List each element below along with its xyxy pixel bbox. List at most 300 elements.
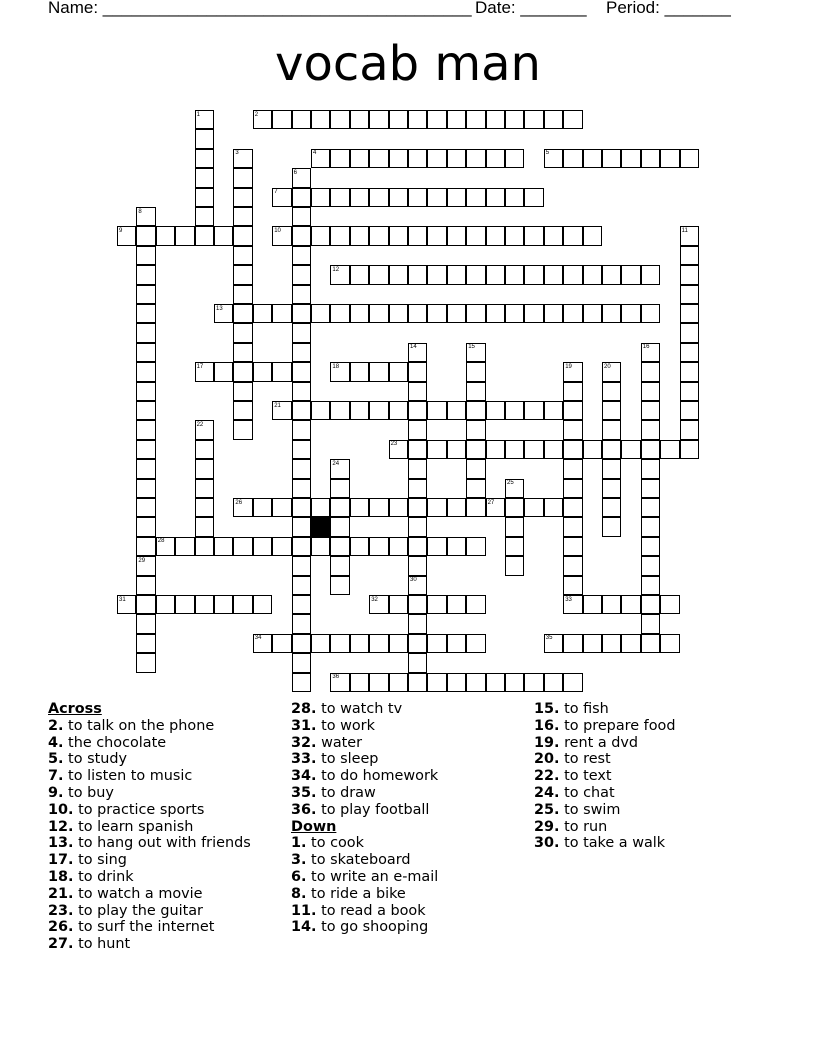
grid-cell[interactable] xyxy=(486,188,505,207)
grid-cell[interactable] xyxy=(233,537,252,556)
grid-cell[interactable] xyxy=(680,323,699,342)
grid-cell[interactable] xyxy=(486,110,505,129)
grid-cell[interactable] xyxy=(524,226,543,245)
grid-cell[interactable] xyxy=(369,188,388,207)
grid-cell[interactable] xyxy=(330,556,349,575)
grid-cell[interactable] xyxy=(641,537,660,556)
grid-cell[interactable] xyxy=(466,479,485,498)
grid-cell[interactable] xyxy=(447,595,466,614)
grid-cell[interactable] xyxy=(427,537,446,556)
grid-cell[interactable] xyxy=(233,401,252,420)
grid-cell[interactable] xyxy=(233,265,252,284)
grid-cell[interactable] xyxy=(272,498,291,517)
grid-cell[interactable] xyxy=(486,304,505,323)
grid-cell[interactable] xyxy=(602,517,621,536)
grid-cell[interactable] xyxy=(486,149,505,168)
grid-cell[interactable] xyxy=(175,595,194,614)
grid-cell[interactable] xyxy=(641,517,660,536)
grid-cell[interactable] xyxy=(195,149,214,168)
grid-cell[interactable] xyxy=(583,265,602,284)
grid-cell[interactable] xyxy=(136,285,155,304)
grid-cell[interactable] xyxy=(408,401,427,420)
grid-cell[interactable] xyxy=(621,149,640,168)
grid-cell[interactable] xyxy=(524,304,543,323)
grid-cell[interactable] xyxy=(233,362,252,381)
grid-cell[interactable] xyxy=(330,479,349,498)
grid-cell[interactable] xyxy=(447,634,466,653)
grid-cell[interactable] xyxy=(641,634,660,653)
grid-cell[interactable] xyxy=(136,634,155,653)
grid-cell[interactable] xyxy=(389,188,408,207)
grid-cell[interactable] xyxy=(389,634,408,653)
grid-cell[interactable] xyxy=(214,226,233,245)
grid-cell[interactable] xyxy=(563,149,582,168)
grid-cell[interactable] xyxy=(292,226,311,245)
grid-cell[interactable] xyxy=(447,149,466,168)
grid-cell[interactable] xyxy=(195,226,214,245)
grid-cell[interactable] xyxy=(583,226,602,245)
period-field[interactable]: Period: _______ xyxy=(606,0,731,17)
grid-cell[interactable] xyxy=(505,265,524,284)
grid-cell[interactable] xyxy=(330,634,349,653)
grid-cell[interactable] xyxy=(427,226,446,245)
grid-cell[interactable] xyxy=(330,149,349,168)
grid-cell[interactable] xyxy=(292,362,311,381)
grid-cell[interactable] xyxy=(408,595,427,614)
grid-cell[interactable] xyxy=(563,673,582,692)
grid-cell[interactable] xyxy=(447,188,466,207)
grid-cell[interactable] xyxy=(602,498,621,517)
grid-cell[interactable] xyxy=(505,226,524,245)
grid-cell[interactable] xyxy=(505,673,524,692)
grid-cell[interactable] xyxy=(563,634,582,653)
grid-cell[interactable] xyxy=(505,498,524,517)
grid-cell[interactable] xyxy=(292,634,311,653)
grid-cell[interactable] xyxy=(641,304,660,323)
date-field[interactable]: Date: _______ xyxy=(475,0,587,17)
grid-cell[interactable] xyxy=(136,576,155,595)
grid-cell[interactable] xyxy=(233,168,252,187)
grid-cell[interactable] xyxy=(641,149,660,168)
grid-cell[interactable] xyxy=(350,149,369,168)
grid-cell[interactable] xyxy=(583,149,602,168)
grid-cell[interactable] xyxy=(330,226,349,245)
grid-cell[interactable] xyxy=(427,265,446,284)
grid-cell[interactable] xyxy=(427,188,446,207)
grid-cell[interactable] xyxy=(466,362,485,381)
grid-cell[interactable] xyxy=(369,149,388,168)
grid-cell[interactable] xyxy=(156,595,175,614)
grid-cell[interactable] xyxy=(136,323,155,342)
grid-cell[interactable] xyxy=(544,440,563,459)
grid-cell[interactable] xyxy=(175,226,194,245)
grid-cell[interactable] xyxy=(195,207,214,226)
grid-cell[interactable] xyxy=(641,479,660,498)
grid-cell[interactable] xyxy=(505,149,524,168)
grid-cell[interactable] xyxy=(427,595,446,614)
grid-cell[interactable] xyxy=(680,149,699,168)
grid-cell[interactable] xyxy=(369,226,388,245)
grid-cell[interactable] xyxy=(136,459,155,478)
grid-cell[interactable] xyxy=(602,149,621,168)
grid-cell[interactable] xyxy=(311,188,330,207)
grid-cell[interactable] xyxy=(292,304,311,323)
grid-cell[interactable] xyxy=(350,110,369,129)
grid-cell[interactable] xyxy=(292,498,311,517)
grid-cell[interactable] xyxy=(641,382,660,401)
grid-cell[interactable] xyxy=(466,226,485,245)
grid-cell[interactable] xyxy=(136,595,155,614)
grid-cell[interactable] xyxy=(311,498,330,517)
grid-cell[interactable] xyxy=(466,149,485,168)
grid-cell[interactable] xyxy=(292,188,311,207)
grid-cell[interactable] xyxy=(253,362,272,381)
grid-cell[interactable] xyxy=(389,149,408,168)
grid-cell[interactable] xyxy=(427,304,446,323)
grid-cell[interactable] xyxy=(408,110,427,129)
grid-cell[interactable] xyxy=(563,110,582,129)
grid-cell[interactable] xyxy=(641,420,660,439)
grid-cell[interactable] xyxy=(136,440,155,459)
grid-cell[interactable] xyxy=(680,343,699,362)
grid-cell[interactable] xyxy=(389,673,408,692)
grid-cell[interactable] xyxy=(641,595,660,614)
grid-cell[interactable] xyxy=(524,498,543,517)
grid-cell[interactable] xyxy=(602,265,621,284)
grid-cell[interactable] xyxy=(136,498,155,517)
grid-cell[interactable] xyxy=(563,420,582,439)
grid-cell[interactable] xyxy=(369,537,388,556)
grid-cell[interactable] xyxy=(583,440,602,459)
grid-cell[interactable] xyxy=(408,362,427,381)
grid-cell[interactable] xyxy=(563,440,582,459)
grid-cell[interactable] xyxy=(486,673,505,692)
grid-cell[interactable] xyxy=(292,673,311,692)
grid-cell[interactable] xyxy=(680,440,699,459)
grid-cell[interactable] xyxy=(330,498,349,517)
grid-cell[interactable] xyxy=(466,634,485,653)
grid-cell[interactable] xyxy=(253,537,272,556)
grid-cell[interactable] xyxy=(544,498,563,517)
grid-cell[interactable] xyxy=(389,110,408,129)
grid-cell[interactable] xyxy=(447,401,466,420)
grid-cell[interactable] xyxy=(408,440,427,459)
grid-cell[interactable] xyxy=(350,673,369,692)
grid-cell[interactable] xyxy=(641,576,660,595)
grid-cell[interactable] xyxy=(408,498,427,517)
grid-cell[interactable] xyxy=(195,479,214,498)
grid-cell[interactable] xyxy=(136,304,155,323)
grid-cell[interactable] xyxy=(505,517,524,536)
grid-cell[interactable] xyxy=(350,537,369,556)
grid-cell[interactable] xyxy=(680,265,699,284)
grid-cell[interactable] xyxy=(408,459,427,478)
grid-cell[interactable] xyxy=(214,362,233,381)
grid-cell[interactable] xyxy=(311,401,330,420)
grid-cell[interactable] xyxy=(408,517,427,536)
grid-cell[interactable] xyxy=(136,517,155,536)
grid-cell[interactable] xyxy=(292,653,311,672)
grid-cell[interactable] xyxy=(369,265,388,284)
grid-cell[interactable] xyxy=(466,595,485,614)
grid-cell[interactable] xyxy=(195,595,214,614)
grid-cell[interactable] xyxy=(292,401,311,420)
grid-cell[interactable] xyxy=(505,556,524,575)
grid-cell[interactable] xyxy=(195,168,214,187)
grid-cell[interactable] xyxy=(641,440,660,459)
grid-cell[interactable] xyxy=(660,595,679,614)
grid-cell[interactable] xyxy=(214,537,233,556)
grid-cell[interactable] xyxy=(524,440,543,459)
grid-cell[interactable] xyxy=(524,673,543,692)
grid-cell[interactable] xyxy=(311,226,330,245)
grid-cell[interactable] xyxy=(466,673,485,692)
grid-cell[interactable] xyxy=(195,459,214,478)
grid-cell[interactable] xyxy=(292,576,311,595)
grid-cell[interactable] xyxy=(233,246,252,265)
grid-cell[interactable] xyxy=(621,440,640,459)
grid-cell[interactable] xyxy=(641,498,660,517)
grid-cell[interactable] xyxy=(641,362,660,381)
grid-cell[interactable] xyxy=(233,323,252,342)
grid-cell[interactable] xyxy=(602,595,621,614)
grid-cell[interactable] xyxy=(195,440,214,459)
grid-cell[interactable] xyxy=(563,556,582,575)
grid-cell[interactable] xyxy=(136,653,155,672)
grid-cell[interactable] xyxy=(369,673,388,692)
grid-cell[interactable] xyxy=(408,479,427,498)
grid-cell[interactable] xyxy=(602,459,621,478)
grid-cell[interactable] xyxy=(350,401,369,420)
grid-cell[interactable] xyxy=(272,537,291,556)
grid-cell[interactable] xyxy=(136,362,155,381)
grid-cell[interactable] xyxy=(505,304,524,323)
grid-cell[interactable] xyxy=(563,576,582,595)
grid-cell[interactable] xyxy=(350,634,369,653)
grid-cell[interactable] xyxy=(253,595,272,614)
grid-cell[interactable] xyxy=(369,498,388,517)
grid-cell[interactable] xyxy=(466,304,485,323)
grid-cell[interactable] xyxy=(369,634,388,653)
grid-cell[interactable] xyxy=(563,479,582,498)
grid-cell[interactable] xyxy=(524,401,543,420)
grid-cell[interactable] xyxy=(272,634,291,653)
grid-cell[interactable] xyxy=(330,517,349,536)
grid-cell[interactable] xyxy=(408,537,427,556)
grid-cell[interactable] xyxy=(195,188,214,207)
grid-cell[interactable] xyxy=(389,401,408,420)
grid-cell[interactable] xyxy=(524,188,543,207)
grid-cell[interactable] xyxy=(544,265,563,284)
grid-cell[interactable] xyxy=(621,265,640,284)
grid-cell[interactable] xyxy=(389,362,408,381)
grid-cell[interactable] xyxy=(408,634,427,653)
grid-cell[interactable] xyxy=(350,498,369,517)
grid-cell[interactable] xyxy=(311,304,330,323)
grid-cell[interactable] xyxy=(408,614,427,633)
grid-cell[interactable] xyxy=(486,440,505,459)
grid-cell[interactable] xyxy=(466,459,485,478)
grid-cell[interactable] xyxy=(563,459,582,478)
grid-cell[interactable] xyxy=(563,265,582,284)
grid-cell[interactable] xyxy=(466,420,485,439)
grid-cell[interactable] xyxy=(292,595,311,614)
grid-cell[interactable] xyxy=(389,226,408,245)
grid-cell[interactable] xyxy=(505,110,524,129)
grid-cell[interactable] xyxy=(486,265,505,284)
grid-cell[interactable] xyxy=(233,304,252,323)
grid-cell[interactable] xyxy=(505,401,524,420)
grid-cell[interactable] xyxy=(427,634,446,653)
grid-cell[interactable] xyxy=(427,498,446,517)
grid-cell[interactable] xyxy=(427,440,446,459)
grid-cell[interactable] xyxy=(292,246,311,265)
grid-cell[interactable] xyxy=(447,226,466,245)
grid-cell[interactable] xyxy=(233,382,252,401)
grid-cell[interactable] xyxy=(524,110,543,129)
grid-cell[interactable] xyxy=(544,226,563,245)
grid-cell[interactable] xyxy=(389,265,408,284)
grid-cell[interactable] xyxy=(195,537,214,556)
grid-cell[interactable] xyxy=(486,401,505,420)
grid-cell[interactable] xyxy=(563,498,582,517)
grid-cell[interactable] xyxy=(292,382,311,401)
grid-cell[interactable] xyxy=(583,304,602,323)
grid-cell[interactable] xyxy=(680,304,699,323)
grid-cell[interactable] xyxy=(292,265,311,284)
grid-cell[interactable] xyxy=(136,401,155,420)
grid-cell[interactable] xyxy=(272,304,291,323)
grid-cell[interactable] xyxy=(156,226,175,245)
grid-cell[interactable] xyxy=(602,634,621,653)
grid-cell[interactable] xyxy=(583,634,602,653)
grid-cell[interactable] xyxy=(544,673,563,692)
grid-cell[interactable] xyxy=(136,265,155,284)
grid-cell[interactable] xyxy=(350,362,369,381)
grid-cell[interactable] xyxy=(427,673,446,692)
grid-cell[interactable] xyxy=(602,401,621,420)
grid-cell[interactable] xyxy=(447,537,466,556)
grid-cell[interactable] xyxy=(447,304,466,323)
grid-cell[interactable] xyxy=(524,265,543,284)
grid-cell[interactable] xyxy=(408,556,427,575)
grid-cell[interactable] xyxy=(350,226,369,245)
grid-cell[interactable] xyxy=(292,556,311,575)
grid-cell[interactable] xyxy=(563,537,582,556)
grid-cell[interactable] xyxy=(389,537,408,556)
grid-cell[interactable] xyxy=(641,459,660,478)
grid-cell[interactable] xyxy=(272,110,291,129)
grid-cell[interactable] xyxy=(195,498,214,517)
grid-cell[interactable] xyxy=(544,304,563,323)
grid-cell[interactable] xyxy=(292,207,311,226)
grid-cell[interactable] xyxy=(641,614,660,633)
grid-cell[interactable] xyxy=(292,537,311,556)
grid-cell[interactable] xyxy=(447,673,466,692)
grid-cell[interactable] xyxy=(660,440,679,459)
grid-cell[interactable] xyxy=(195,517,214,536)
grid-cell[interactable] xyxy=(136,382,155,401)
grid-cell[interactable] xyxy=(408,304,427,323)
grid-cell[interactable] xyxy=(292,440,311,459)
grid-cell[interactable] xyxy=(408,382,427,401)
grid-cell[interactable] xyxy=(602,420,621,439)
grid-cell[interactable] xyxy=(292,110,311,129)
grid-cell[interactable] xyxy=(350,304,369,323)
grid-cell[interactable] xyxy=(583,595,602,614)
grid-cell[interactable] xyxy=(195,129,214,148)
grid-cell[interactable] xyxy=(563,382,582,401)
grid-cell[interactable] xyxy=(233,207,252,226)
grid-cell[interactable] xyxy=(563,226,582,245)
grid-cell[interactable] xyxy=(466,401,485,420)
grid-cell[interactable] xyxy=(136,537,155,556)
grid-cell[interactable] xyxy=(680,420,699,439)
grid-cell[interactable] xyxy=(272,362,291,381)
grid-cell[interactable] xyxy=(136,614,155,633)
grid-cell[interactable] xyxy=(466,498,485,517)
grid-cell[interactable] xyxy=(680,285,699,304)
grid-cell[interactable] xyxy=(253,498,272,517)
grid-cell[interactable] xyxy=(292,614,311,633)
grid-cell[interactable] xyxy=(621,595,640,614)
grid-cell[interactable] xyxy=(408,673,427,692)
grid-cell[interactable] xyxy=(408,149,427,168)
grid-cell[interactable] xyxy=(563,401,582,420)
grid-cell[interactable] xyxy=(389,498,408,517)
grid-cell[interactable] xyxy=(427,110,446,129)
grid-cell[interactable] xyxy=(505,440,524,459)
grid-cell[interactable] xyxy=(621,634,640,653)
grid-cell[interactable] xyxy=(680,362,699,381)
grid-cell[interactable] xyxy=(447,110,466,129)
grid-cell[interactable] xyxy=(680,401,699,420)
grid-cell[interactable] xyxy=(621,304,640,323)
grid-cell[interactable] xyxy=(408,653,427,672)
grid-cell[interactable] xyxy=(544,401,563,420)
grid-cell[interactable] xyxy=(544,110,563,129)
grid-cell[interactable] xyxy=(136,479,155,498)
grid-cell[interactable] xyxy=(330,576,349,595)
grid-cell[interactable] xyxy=(369,401,388,420)
grid-cell[interactable] xyxy=(292,517,311,536)
grid-cell[interactable] xyxy=(602,440,621,459)
grid-cell[interactable] xyxy=(466,382,485,401)
grid-cell[interactable] xyxy=(330,537,349,556)
grid-cell[interactable] xyxy=(350,188,369,207)
grid-cell[interactable] xyxy=(369,110,388,129)
grid-cell[interactable] xyxy=(408,420,427,439)
grid-cell[interactable] xyxy=(175,537,194,556)
grid-cell[interactable] xyxy=(330,401,349,420)
grid-cell[interactable] xyxy=(466,440,485,459)
grid-cell[interactable] xyxy=(292,343,311,362)
name-field[interactable]: Name: _______________________________________ xyxy=(48,0,472,17)
grid-cell[interactable] xyxy=(136,420,155,439)
grid-cell[interactable] xyxy=(233,343,252,362)
grid-cell[interactable] xyxy=(311,110,330,129)
grid-cell[interactable] xyxy=(311,634,330,653)
grid-cell[interactable] xyxy=(505,537,524,556)
grid-cell[interactable] xyxy=(602,304,621,323)
grid-cell[interactable] xyxy=(427,401,446,420)
grid-cell[interactable] xyxy=(563,517,582,536)
grid-cell[interactable] xyxy=(292,479,311,498)
grid-cell[interactable] xyxy=(408,188,427,207)
grid-cell[interactable] xyxy=(447,440,466,459)
grid-cell[interactable] xyxy=(680,246,699,265)
grid-cell[interactable] xyxy=(369,304,388,323)
